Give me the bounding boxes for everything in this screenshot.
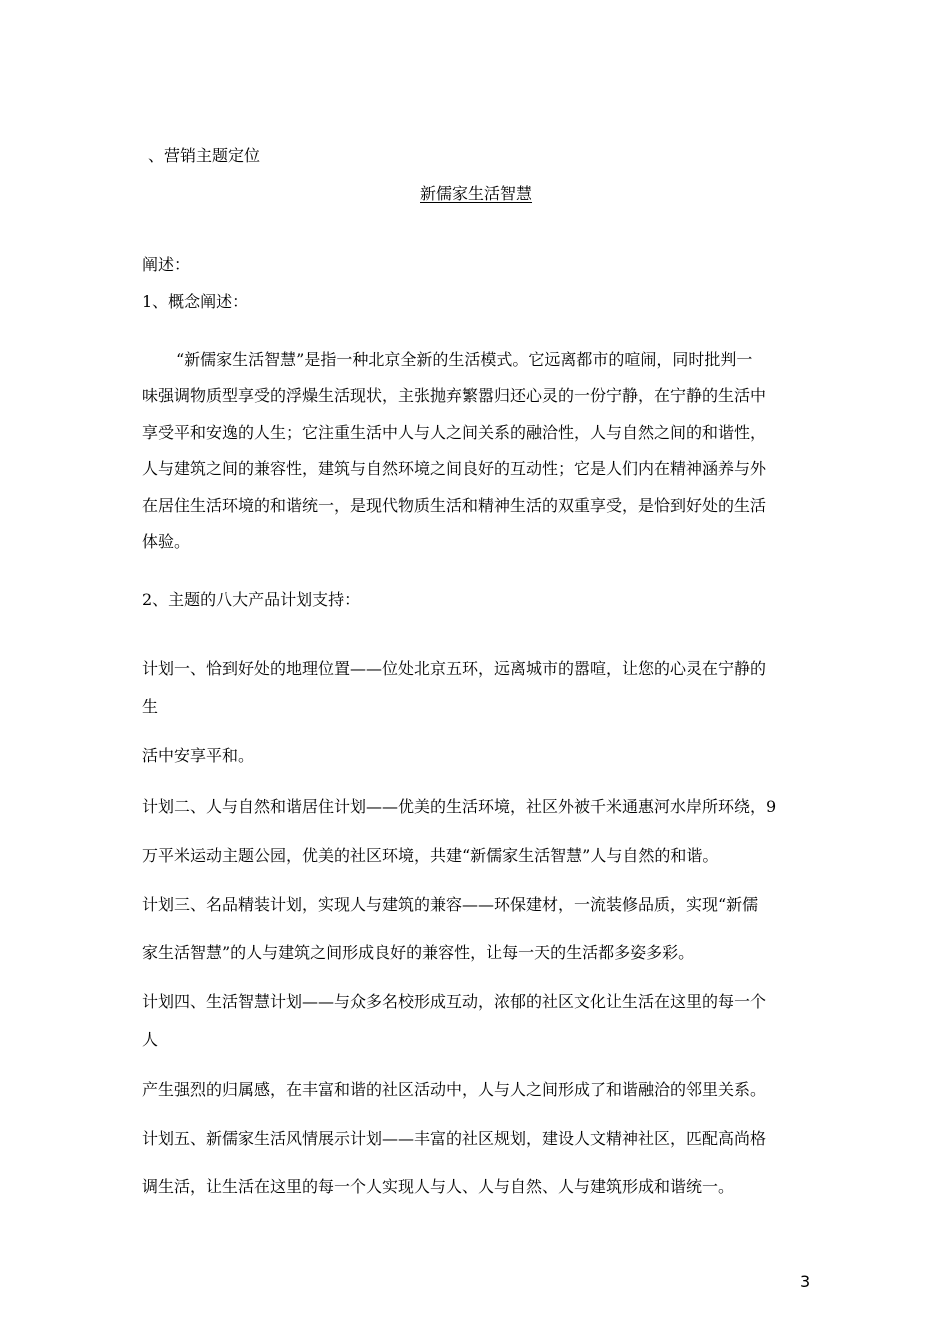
concept-line: 享受平和安逸的人生；它注重生活中人与人之间关系的融洽性，人与自然之间的和谐性，: [142, 423, 767, 442]
plan-line: 万平米运动主题公园，优美的社区环境，共建“新儒家生活智慧”人与自然的和谐。: [142, 846, 719, 865]
plan-line: 计划五、新儒家生活风情展示计划——丰富的社区规划，建设人文精神社区，匹配高尚格: [142, 1129, 767, 1148]
concept-line: 在居住生活环境的和谐统一，是现代物质生活和精神生活的双重享受，是恰到好处的生活: [142, 496, 767, 515]
plan-line: 计划三、名品精装计划，实现人与建筑的兼容——环保建材，一流装修品质，实现“新儒: [142, 895, 759, 914]
plan-line: 产生强烈的归属感，在丰富和谐的社区活动中，人与人之间形成了和谐融洽的邻里关系。: [142, 1080, 767, 1099]
concept-line: 味强调物质型享受的浮燥生活现状，主张抛弃繁嚣归还心灵的一份宁静，在宁静的生活中: [142, 386, 767, 405]
page-number: 3: [800, 1272, 811, 1291]
theme-title: 新儒家生活智慧: [420, 184, 533, 203]
concept-line: 人与建筑之间的兼容性，建筑与自然环境之间良好的互动性；它是人们内在精神涵养与外: [142, 459, 767, 478]
concept-line: “新儒家生活智慧”是指一种北京全新的生活模式。它远离都市的喧闹，同时批判一: [176, 350, 753, 369]
plan-line: 活中安享平和。: [142, 746, 255, 765]
plan-line: 计划一、恰到好处的地理位置——位处北京五环，远离城市的嚣喧，让您的心灵在宁静的: [142, 659, 767, 678]
explain-label: 阐述：: [142, 255, 191, 274]
plan-line: 家生活智慧”的人与建筑之间形成良好的兼容性，让每一天的生活都多姿多彩。: [142, 943, 695, 962]
plan-line: 生: [142, 697, 159, 716]
concept-line: 体验。: [142, 532, 191, 551]
concept-heading: 1、概念阐述：: [142, 292, 249, 311]
plan-line: 计划四、生活智慧计划——与众多名校形成互动，浓郁的社区文化让生活在这里的每一个: [142, 992, 767, 1011]
plan-line: 人: [142, 1030, 159, 1049]
plan-line: 调生活，让生活在这里的每一个人实现人与人、人与自然、人与建筑形成和谐统一。: [142, 1177, 735, 1196]
plan-line: 计划二、人与自然和谐居住计划——优美的生活环境，社区外被千米通惠河水岸所环绕，9: [142, 797, 777, 816]
section-heading: 、营销主题定位: [148, 146, 261, 165]
plans-heading: 2、主题的八大产品计划支持：: [142, 590, 361, 609]
